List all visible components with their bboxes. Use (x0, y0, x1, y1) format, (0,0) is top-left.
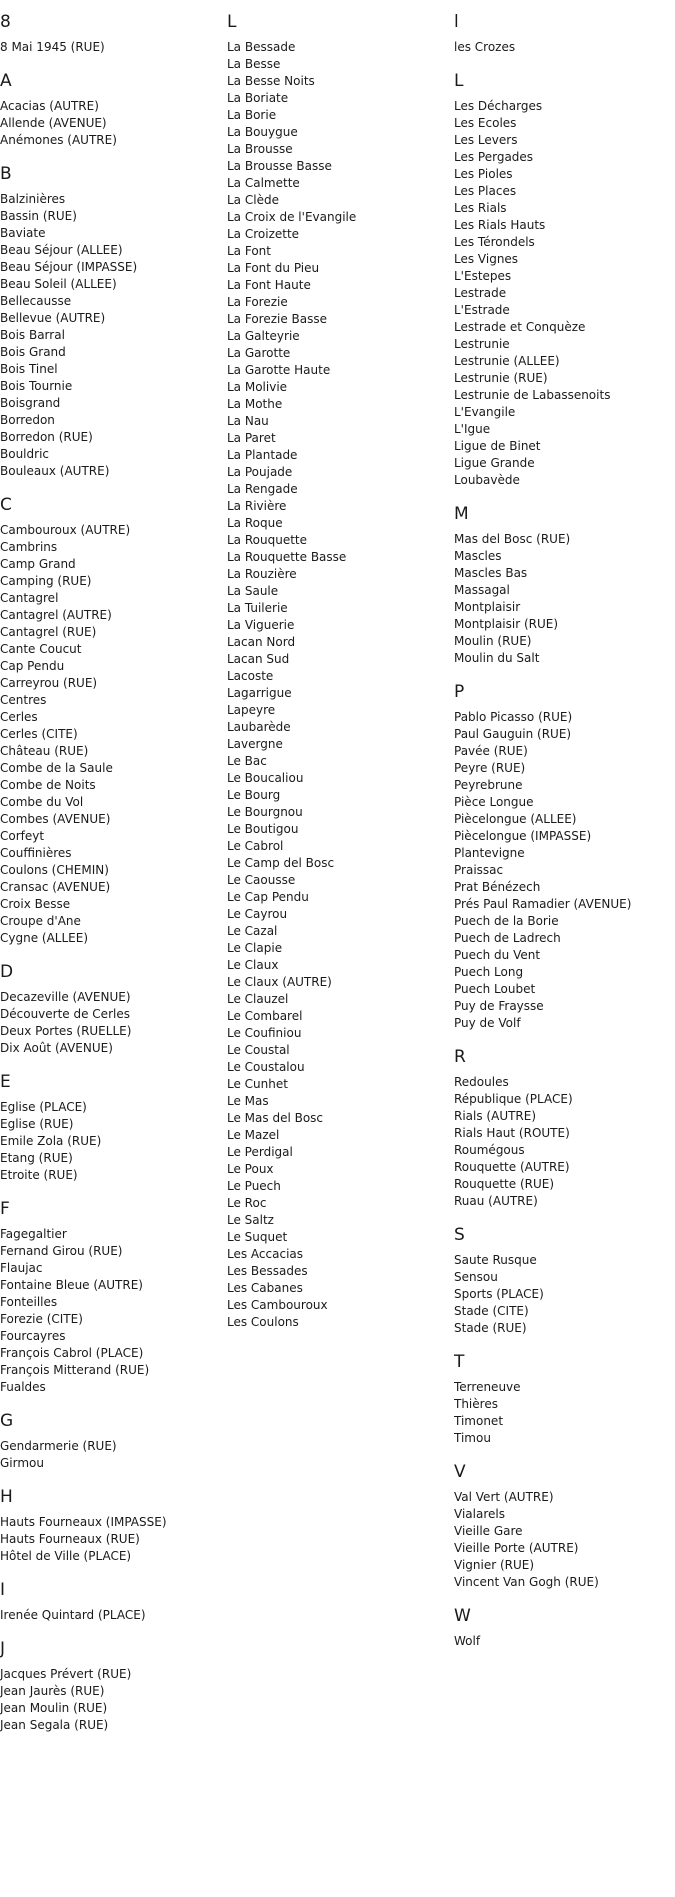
street-name: Boisgrand (0, 396, 61, 410)
street-name: Beau Séjour (IMPASSE) (0, 260, 138, 274)
street-name: Cransac (AVENUE) (0, 880, 111, 894)
street-list (0, 522, 227, 947)
street-name: Vialarels (454, 1507, 505, 1521)
street-name: Le Claux (227, 958, 279, 972)
letter-section (454, 1046, 675, 1210)
street-name: Le Combarel (227, 1009, 303, 1023)
letter-section (454, 1351, 675, 1447)
street-name: La Garotte Haute (227, 363, 331, 377)
street-name: République (PLACE) (454, 1092, 573, 1106)
section-letter-heading: C (0, 495, 12, 515)
street-name: Praissac (454, 863, 504, 877)
street-name: Le Camp del Bosc (227, 856, 335, 870)
section-letter-heading: T (454, 1352, 465, 1372)
street-name: Bouleaux (AUTRE) (0, 464, 110, 478)
street-name: Wolf (454, 1634, 481, 1648)
street-name: Dix Août (AVENUE) (0, 1041, 113, 1055)
street-name: La Font du Pieu (227, 261, 320, 275)
street-name: Les Pioles (454, 167, 513, 181)
street-name: Lapeyre (227, 703, 276, 717)
letter-section (0, 1579, 227, 1624)
street-name: Cantagrel (RUE) (0, 625, 97, 639)
letter-section (454, 1224, 675, 1337)
street-name: Le Cabrol (227, 839, 284, 853)
letter-section (454, 681, 675, 1032)
section-letter-heading: L (454, 71, 464, 91)
street-name: Lestrunie (RUE) (454, 371, 548, 385)
street-name: La Saule (227, 584, 279, 598)
street-name: Le Mazel (227, 1128, 280, 1142)
street-name: Les Cambouroux (227, 1298, 328, 1312)
street-list (0, 1099, 227, 1184)
street-name: L'Estrade (454, 303, 510, 317)
street-name: Saute Rusque (454, 1253, 537, 1267)
street-name: Vieille Porte (AUTRE) (454, 1541, 579, 1555)
section-letter-heading: G (0, 1411, 14, 1431)
street-name: La Bouygue (227, 125, 298, 139)
street-name: Sports (PLACE) (454, 1287, 544, 1301)
street-name: Le Coufiniou (227, 1026, 302, 1040)
street-name: Pavée (RUE) (454, 744, 528, 758)
street-name: Les Ecoles (454, 116, 517, 130)
street-name: Combe du Vol (0, 795, 84, 809)
street-name: Mascles Bas (454, 566, 528, 580)
street-name: La Croix de l'Evangile (227, 210, 357, 224)
letter-section (0, 1638, 227, 1734)
street-name: Allende (AVENUE) (0, 116, 107, 130)
section-letter-heading: W (454, 1606, 471, 1626)
street-list (454, 1379, 675, 1447)
street-name: Les Rials (454, 201, 507, 215)
street-name: Les Décharges (454, 99, 543, 113)
street-name: Puech de Ladrech (454, 931, 561, 945)
street-name: Camp Grand (0, 557, 76, 571)
street-name: L'Igue (454, 422, 491, 436)
letter-section (0, 961, 227, 1057)
street-name: Baviate (0, 226, 46, 240)
street-name: Lestrunie (454, 337, 510, 351)
street-name: Le Perdigal (227, 1145, 293, 1159)
street-name: La Croizette (227, 227, 300, 241)
street-name: Timou (454, 1431, 491, 1445)
section-letter-heading: L (227, 12, 237, 32)
section-letter-heading: B (0, 164, 12, 184)
street-name: Pablo Picasso (RUE) (454, 710, 573, 724)
street-name: Hauts Fourneaux (IMPASSE) (0, 1515, 167, 1529)
street-list (454, 1489, 675, 1591)
street-name: Forezie (CITE) (0, 1312, 83, 1326)
street-name: Fourcayres (0, 1329, 66, 1343)
street-name: La Brousse Basse (227, 159, 332, 173)
street-name: Croix Besse (0, 897, 71, 911)
street-name: Vignier (RUE) (454, 1558, 535, 1572)
street-name: Emile Zola (RUE) (0, 1134, 102, 1148)
street-name: Fontaine Bleue (AUTRE) (0, 1278, 143, 1292)
section-letter-heading: J (0, 1639, 6, 1659)
street-name: Les Bessades (227, 1264, 308, 1278)
street-name: Le Poux (227, 1162, 274, 1176)
street-name: La Garotte (227, 346, 291, 360)
street-name: L'Evangile (454, 405, 516, 419)
street-name: Le Caousse (227, 873, 296, 887)
street-name: Jean Jaurès (RUE) (0, 1684, 105, 1698)
street-name: La Brousse (227, 142, 293, 156)
street-name: Montplaisir (RUE) (454, 617, 559, 631)
street-name: Pièce Longue (454, 795, 534, 809)
section-letter-heading: A (0, 71, 12, 91)
street-name: La Forezie Basse (227, 312, 328, 326)
street-name: Deux Portes (RUELLE) (0, 1024, 132, 1038)
street-name: Lestrade et Conquèze (454, 320, 586, 334)
street-name: Lacoste (227, 669, 274, 683)
street-column-1 (0, 0, 227, 1748)
street-name: Etroite (RUE) (0, 1168, 78, 1182)
street-name: Croupe d'Ane (0, 914, 81, 928)
street-name: Lestrade (454, 286, 507, 300)
street-name: La Mothe (227, 397, 283, 411)
street-name: Cerles (0, 710, 38, 724)
street-name: La Rouquette (227, 533, 307, 547)
street-name: Les Places (454, 184, 517, 198)
street-name: Acacias (AUTRE) (0, 99, 99, 113)
street-list (0, 1514, 227, 1565)
street-name: Puech de la Borie (454, 914, 559, 928)
street-name: Anémones (AUTRE) (0, 133, 117, 147)
street-name: Lestrunie (ALLEE) (454, 354, 560, 368)
street-name: Flaujac (0, 1261, 43, 1275)
street-name: Combe de la Saule (0, 761, 113, 775)
street-name: Bois Barral (0, 328, 65, 342)
street-name: Corfeyt (0, 829, 45, 843)
street-list (454, 1252, 675, 1337)
street-name: Ligue de Binet (454, 439, 541, 453)
street-name: Les Térondels (454, 235, 535, 249)
street-name: Combe de Noits (0, 778, 96, 792)
street-name: Les Vignes (454, 252, 519, 266)
street-name: Piècelongue (IMPASSE) (454, 829, 592, 843)
street-name: Mas del Bosc (RUE) (454, 532, 571, 546)
street-name: Beau Soleil (ALLEE) (0, 277, 117, 291)
street-name: Redoules (454, 1075, 509, 1089)
street-name: Château (RUE) (0, 744, 89, 758)
street-name: Le Saltz (227, 1213, 274, 1227)
letter-section (227, 11, 454, 1331)
street-name: La Bessade (227, 40, 296, 54)
street-name: Montplaisir (454, 600, 521, 614)
letter-section (0, 11, 227, 56)
section-letter-heading: R (454, 1047, 466, 1067)
street-list (454, 709, 675, 1032)
street-name: Carreyrou (RUE) (0, 676, 98, 690)
letter-section (454, 70, 675, 489)
street-name: les Crozes (454, 40, 516, 54)
street-name: La Tuilerie (227, 601, 288, 615)
street-name: La Besse Noits (227, 74, 315, 88)
street-name: Les Cabanes (227, 1281, 303, 1295)
street-name: La Galteyrie (227, 329, 300, 343)
letter-section (454, 1605, 675, 1650)
street-name: Le Clapie (227, 941, 283, 955)
street-name: Massagal (454, 583, 510, 597)
street-name: Eglise (RUE) (0, 1117, 74, 1131)
street-name: Les Levers (454, 133, 518, 147)
street-name: Vieille Gare (454, 1524, 523, 1538)
street-name: Decazeville (AVENUE) (0, 990, 131, 1004)
street-list (454, 1633, 675, 1650)
street-name: Beau Séjour (ALLEE) (0, 243, 123, 257)
street-name: Le Claux (AUTRE) (227, 975, 332, 989)
section-letter-heading: M (454, 504, 469, 524)
street-name: Bouldric (0, 447, 49, 461)
street-name: La Molivie (227, 380, 288, 394)
street-name: Le Mas (227, 1094, 269, 1108)
street-name: Bassin (RUE) (0, 209, 77, 223)
street-column-2 (227, 0, 454, 1748)
section-letter-heading: E (0, 1072, 11, 1092)
street-name: Timonet (454, 1414, 504, 1428)
street-name: Stade (CITE) (454, 1304, 529, 1318)
street-name: Couffinières (0, 846, 72, 860)
section-letter-heading: V (454, 1462, 466, 1482)
street-name: La Rouquette Basse (227, 550, 347, 564)
street-list (0, 1438, 227, 1472)
street-name: Jacques Prévert (RUE) (0, 1667, 132, 1681)
street-name: La Plantade (227, 448, 298, 462)
section-letter-heading: 8 (0, 12, 11, 32)
street-name: Irenée Quintard (PLACE) (0, 1608, 146, 1622)
street-name: Bois Tournie (0, 379, 73, 393)
section-letter-heading: S (454, 1225, 465, 1245)
street-name: Piècelongue (ALLEE) (454, 812, 577, 826)
section-letter-heading: F (0, 1199, 10, 1219)
street-name: La Clède (227, 193, 279, 207)
street-name: Thières (454, 1397, 498, 1411)
street-name: Prés Paul Ramadier (AVENUE) (454, 897, 632, 911)
street-name: La Font Haute (227, 278, 311, 292)
street-name: Lestrunie de Labassenoits (454, 388, 611, 402)
street-name: Combes (AVENUE) (0, 812, 111, 826)
street-name: La Besse (227, 57, 281, 71)
street-name: Hauts Fourneaux (RUE) (0, 1532, 140, 1546)
letter-section (0, 1486, 227, 1565)
street-name: Fagegaltier (0, 1227, 67, 1241)
street-list (0, 1226, 227, 1396)
street-name: Le Puech (227, 1179, 281, 1193)
street-name: La Font (227, 244, 271, 258)
street-name: Fonteilles (0, 1295, 58, 1309)
street-name: Peyre (RUE) (454, 761, 526, 775)
street-name: Rouquette (RUE) (454, 1177, 555, 1191)
street-name: Le Coustalou (227, 1060, 305, 1074)
street-name: 8 Mai 1945 (RUE) (0, 40, 105, 54)
street-name: Cantagrel (AUTRE) (0, 608, 112, 622)
street-name: La Borie (227, 108, 277, 122)
street-name: La Rouzière (227, 567, 297, 581)
street-name: Ruau (AUTRE) (454, 1194, 538, 1208)
street-name: Cambouroux (AUTRE) (0, 523, 131, 537)
street-name: Puy de Volf (454, 1016, 521, 1030)
letter-section (0, 1198, 227, 1396)
street-column-3 (454, 0, 675, 1748)
street-name: Les Pergades (454, 150, 534, 164)
street-name: Bois Grand (0, 345, 66, 359)
street-name: Le Cunhet (227, 1077, 288, 1091)
street-name: Le Roc (227, 1196, 267, 1210)
street-list (454, 98, 675, 489)
street-name: Le Cazal (227, 924, 278, 938)
street-name: Rials Haut (ROUTE) (454, 1126, 570, 1140)
street-name: Lacan Nord (227, 635, 296, 649)
street-name: Plantevigne (454, 846, 525, 860)
street-name: Les Coulons (227, 1315, 299, 1329)
street-name: Découverte de Cerles (0, 1007, 130, 1021)
street-name: Vincent Van Gogh (RUE) (454, 1575, 599, 1589)
street-name: Terreneuve (454, 1380, 521, 1394)
street-name: La Paret (227, 431, 276, 445)
street-name: La Poujade (227, 465, 293, 479)
street-name: Rouquette (AUTRE) (454, 1160, 570, 1174)
street-name: Peyrebrune (454, 778, 523, 792)
street-name: Puy de Fraysse (454, 999, 544, 1013)
street-name: Cambrins (0, 540, 58, 554)
street-name: La Calmette (227, 176, 300, 190)
street-list (0, 1607, 227, 1624)
street-name: Lacan Sud (227, 652, 290, 666)
street-name: Cygne (ALLEE) (0, 931, 89, 945)
street-name: Jean Segala (RUE) (0, 1718, 109, 1732)
street-name: Le Clauzel (227, 992, 289, 1006)
street-name: Gendarmerie (RUE) (0, 1439, 117, 1453)
letter-section (0, 494, 227, 947)
street-name: François Cabrol (PLACE) (0, 1346, 144, 1360)
letter-section (454, 503, 675, 667)
street-name: Le Boucaliou (227, 771, 304, 785)
street-name: Stade (RUE) (454, 1321, 527, 1335)
street-name: Camping (RUE) (0, 574, 92, 588)
street-name: Bellevue (AUTRE) (0, 311, 106, 325)
street-name: Etang (RUE) (0, 1151, 73, 1165)
street-name: Borredon (RUE) (0, 430, 93, 444)
section-letter-heading: H (0, 1487, 13, 1507)
street-name: Hôtel de Ville (PLACE) (0, 1549, 132, 1563)
street-name: Mascles (454, 549, 502, 563)
street-name: Prat Bénézech (454, 880, 541, 894)
street-name: Cante Coucut (0, 642, 82, 656)
letter-section (0, 70, 227, 149)
letter-section (454, 1461, 675, 1591)
section-letter-heading: I (0, 1580, 6, 1600)
street-name: Fualdes (0, 1380, 46, 1394)
street-list (454, 39, 675, 56)
street-name: Coulons (CHEMIN) (0, 863, 109, 877)
street-name: Le Cayrou (227, 907, 288, 921)
street-name: Lagarrigue (227, 686, 292, 700)
street-name: Le Mas del Bosc (227, 1111, 324, 1125)
street-name: Eglise (PLACE) (0, 1100, 87, 1114)
street-list (0, 989, 227, 1057)
letter-section (454, 11, 675, 56)
section-letter-heading: l (454, 12, 459, 32)
street-name: Roumégous (454, 1143, 525, 1157)
street-name: Le Cap Pendu (227, 890, 309, 904)
street-name: Sensou (454, 1270, 498, 1284)
street-name: La Forezie (227, 295, 288, 309)
street-name: Fernand Girou (RUE) (0, 1244, 123, 1258)
letter-section (0, 163, 227, 480)
street-list (0, 98, 227, 149)
street-name: Puech du Vent (454, 948, 541, 962)
street-name: Le Bourgnou (227, 805, 303, 819)
street-name: Rials (AUTRE) (454, 1109, 537, 1123)
street-name: La Nau (227, 414, 269, 428)
street-name: Jean Moulin (RUE) (0, 1701, 108, 1715)
street-name: Le Suquet (227, 1230, 288, 1244)
street-name: Ligue Grande (454, 456, 535, 470)
street-name: Girmou (0, 1456, 44, 1470)
street-name: Les Rials Hauts (454, 218, 546, 232)
street-name: François Mitterand (RUE) (0, 1363, 150, 1377)
street-list (0, 191, 227, 480)
street-name: Cap Pendu (0, 659, 65, 673)
street-name: La Boriate (227, 91, 289, 105)
street-name: Laubarède (227, 720, 291, 734)
street-name: Le Boutigou (227, 822, 299, 836)
street-name: L'Estepes (454, 269, 512, 283)
letter-section (0, 1071, 227, 1184)
street-name: La Rivière (227, 499, 287, 513)
street-name: Puech Long (454, 965, 524, 979)
street-name: Les Accacias (227, 1247, 304, 1261)
street-name: Loubavède (454, 473, 520, 487)
street-name: Cerles (CITE) (0, 727, 78, 741)
street-name: Le Bac (227, 754, 267, 768)
street-name: Puech Loubet (454, 982, 536, 996)
street-name: Val Vert (AUTRE) (454, 1490, 554, 1504)
street-list (0, 1666, 227, 1734)
street-name: Moulin (RUE) (454, 634, 532, 648)
street-list (454, 531, 675, 667)
street-name: Cantagrel (0, 591, 59, 605)
street-name: Moulin du Salt (454, 651, 540, 665)
letter-section (0, 1410, 227, 1472)
street-name: La Roque (227, 516, 283, 530)
street-list (0, 39, 227, 56)
street-name: Le Bourg (227, 788, 281, 802)
street-name: Borredon (0, 413, 55, 427)
street-name: Bois Tinel (0, 362, 58, 376)
street-name: Le Coustal (227, 1043, 290, 1057)
street-name: La Viguerie (227, 618, 295, 632)
section-letter-heading: D (0, 962, 14, 982)
street-list (227, 39, 454, 1331)
street-name: Lavergne (227, 737, 283, 751)
street-name: Balzinières (0, 192, 66, 206)
street-name: La Rengade (227, 482, 298, 496)
street-name: Bellecausse (0, 294, 72, 308)
section-letter-heading: P (454, 682, 465, 702)
street-name: Centres (0, 693, 47, 707)
street-name: Paul Gauguin (RUE) (454, 727, 572, 741)
street-list (454, 1074, 675, 1210)
